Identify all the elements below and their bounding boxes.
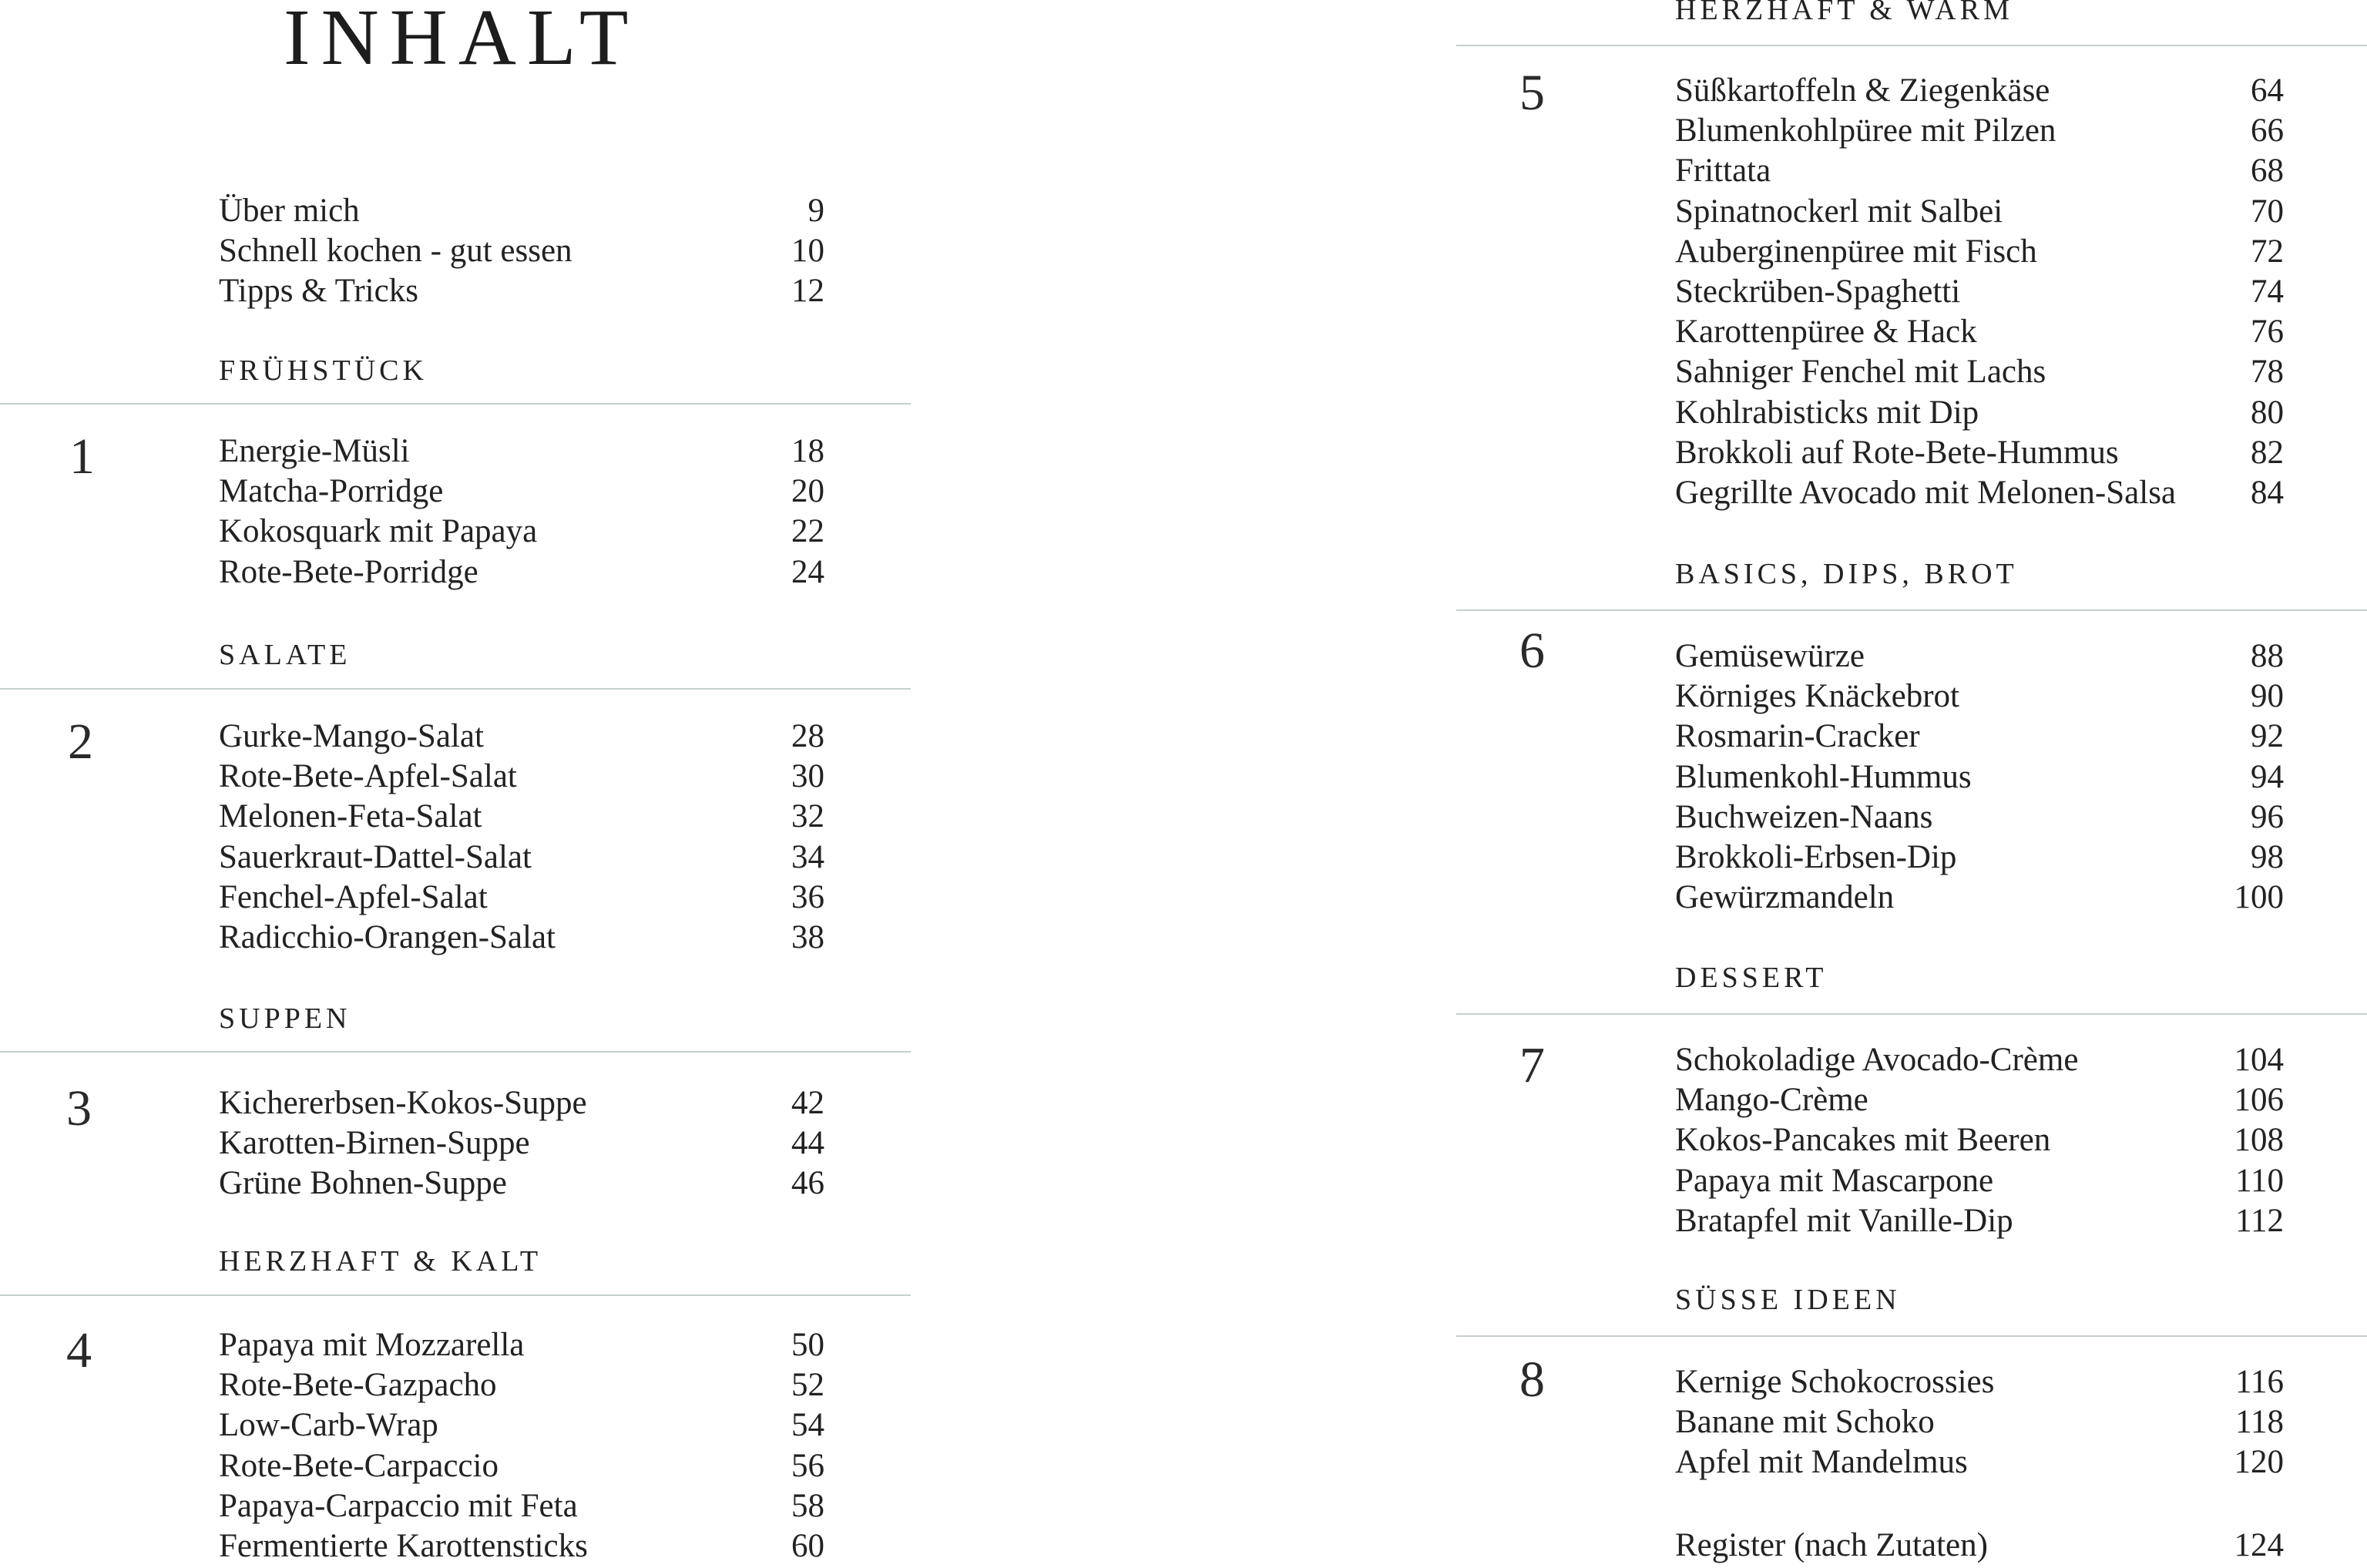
toc-entry[interactable] — [1675, 677, 2284, 717]
toc-entry[interactable] — [1675, 393, 2284, 433]
toc-entry-intro[interactable] — [219, 191, 824, 231]
entry-title: Brokkoli auf Rote-Bete-Hummus — [1675, 434, 2119, 471]
entry-title: Rote-Bete-Porridge — [219, 553, 478, 590]
entry-title: Apfel mit Mandelmus — [1675, 1444, 1968, 1481]
entry-page-number: 88 — [2251, 638, 2284, 674]
entry-title: Körniges Knäckebrot — [1675, 678, 1959, 715]
toc-entry[interactable] — [1675, 1040, 2284, 1080]
entry-page-number: 112 — [2235, 1202, 2284, 1239]
entry-title: Über mich — [219, 193, 360, 229]
toc-entry[interactable] — [219, 1405, 824, 1445]
entry-page-number: 118 — [2235, 1404, 2284, 1441]
toc-entry[interactable] — [1675, 473, 2284, 513]
toc-entry[interactable] — [219, 472, 824, 512]
entry-title: Gurke-Mango-Salat — [219, 718, 484, 754]
entry-page-number: 24 — [791, 553, 824, 590]
entry-page-number: 94 — [2251, 758, 2284, 795]
section-heading: HERZHAFT & KALT — [219, 1245, 542, 1278]
entry-title: Banane mit Schoko — [1675, 1404, 1935, 1441]
chapter-number: 2 — [68, 713, 93, 770]
section-divider — [1456, 45, 2367, 46]
entry-title: Register (nach Zutaten) — [1675, 1527, 1988, 1563]
toc-entry[interactable] — [1675, 1402, 2284, 1442]
entry-page-number: 78 — [2251, 354, 2284, 391]
entry-page-number: 18 — [791, 433, 824, 469]
entry-page-number: 108 — [2234, 1122, 2284, 1159]
toc-entry-register[interactable] — [1675, 1526, 2284, 1566]
entry-title: Kohlrabisticks mit Dip — [1675, 394, 1979, 431]
chapter-number: 4 — [66, 1322, 92, 1378]
entry-title: Buchweizen-Naans — [1675, 798, 1933, 835]
entry-title: Karottenpüree & Hack — [1675, 314, 1977, 351]
toc-entry[interactable] — [1675, 797, 2284, 838]
entry-title: Energie-Müsli — [219, 433, 410, 469]
toc-entry[interactable] — [1675, 71, 2284, 111]
entry-page-number: 32 — [791, 798, 824, 835]
entry-title: Gemüsewürze — [1675, 638, 1865, 674]
entry-title: Melonen-Feta-Salat — [219, 798, 482, 835]
entry-page-number: 42 — [791, 1085, 824, 1121]
entry-title: Papaya-Carpaccio mit Feta — [219, 1487, 578, 1524]
section-divider — [1456, 1335, 2367, 1337]
entry-title: Kichererbsen-Kokos-Suppe — [219, 1085, 587, 1121]
toc-entry[interactable] — [219, 757, 824, 797]
entry-title: Brokkoli-Erbsen-Dip — [1675, 839, 1957, 875]
entry-page-number: 92 — [2251, 718, 2284, 755]
entry-title: Gegrillte Avocado mit Melonen-Salsa — [1675, 475, 2177, 511]
entry-page-number: 56 — [791, 1447, 824, 1484]
toc-entry[interactable] — [219, 1325, 824, 1365]
toc-entry[interactable] — [219, 1123, 824, 1163]
toc-entry[interactable] — [219, 838, 824, 878]
section-heading: SALATE — [219, 639, 351, 671]
entry-page-number: 72 — [2251, 233, 2284, 270]
entry-page-number: 68 — [2251, 153, 2284, 190]
entry-page-number: 20 — [791, 473, 824, 510]
entry-page-number: 30 — [791, 758, 824, 795]
entry-title: Auberginenpüree mit Fisch — [1675, 233, 2037, 270]
entry-page-number: 54 — [791, 1407, 824, 1444]
entry-title: Fermentierte Karottensticks — [219, 1528, 588, 1564]
entry-page-number: 36 — [791, 878, 824, 915]
entry-title: Kernige Schokocrossies — [1675, 1364, 1995, 1400]
entry-page-number: 96 — [2251, 798, 2284, 835]
entry-page-number: 80 — [2251, 394, 2284, 431]
entry-page-number: 116 — [2235, 1364, 2284, 1400]
toc-entry[interactable] — [1675, 1442, 2284, 1482]
toc-entry[interactable] — [219, 1446, 824, 1486]
entry-page-number: 64 — [2251, 72, 2284, 109]
entry-page-number: 50 — [791, 1327, 824, 1363]
section-divider — [0, 688, 911, 690]
toc-entry-intro[interactable] — [219, 231, 824, 271]
section-divider — [1456, 609, 2367, 611]
toc-entry[interactable] — [219, 918, 824, 958]
section-heading: SÜSSE IDEEN — [1675, 1284, 1901, 1316]
section-heading: SUPPEN — [219, 1002, 351, 1035]
entry-page-number: 38 — [791, 919, 824, 955]
toc-entry[interactable] — [1675, 352, 2284, 392]
entry-page-number: 106 — [2234, 1082, 2284, 1119]
toc-entry[interactable] — [219, 1083, 824, 1123]
entry-page-number: 66 — [2251, 112, 2284, 149]
toc-entry[interactable] — [1675, 151, 2284, 191]
entry-title: Kokos-Pancakes mit Beeren — [1675, 1122, 2051, 1159]
entry-title: Sahniger Fenchel mit Lachs — [1675, 354, 2046, 391]
entry-title: Tipps & Tricks — [219, 273, 418, 310]
entry-page-number: 12 — [791, 273, 824, 310]
section-heading: DESSERT — [1675, 962, 1828, 994]
toc-entry[interactable] — [219, 797, 824, 837]
section-heading: BASICS, DIPS, BROT — [1675, 558, 2018, 590]
chapter-number: 5 — [1519, 65, 1545, 121]
toc-entry[interactable] — [1675, 192, 2284, 232]
toc-entry[interactable] — [219, 1163, 824, 1204]
toc-entry[interactable] — [1675, 757, 2284, 797]
entry-title: Blumenkohlpüree mit Pilzen — [1675, 112, 2056, 149]
entry-title: Fenchel-Apfel-Salat — [219, 878, 488, 915]
toc-entry[interactable] — [219, 878, 824, 918]
entry-page-number: 104 — [2234, 1042, 2284, 1078]
section-divider — [1456, 1013, 2367, 1015]
entry-title: Rote-Bete-Apfel-Salat — [219, 758, 517, 795]
toc-entry[interactable] — [1675, 312, 2284, 352]
entry-title: Grüne Bohnen-Suppe — [219, 1165, 507, 1202]
entry-title: Karotten-Birnen-Suppe — [219, 1125, 530, 1162]
entry-page-number: 74 — [2251, 274, 2284, 310]
entry-title: Sauerkraut-Dattel-Salat — [219, 838, 532, 875]
entry-title: Frittata — [1675, 153, 1771, 190]
entry-title: Spinatnockerl mit Salbei — [1675, 193, 2003, 230]
toc-entry[interactable] — [219, 1365, 824, 1405]
toc-entry[interactable] — [219, 512, 824, 552]
section-heading: HERZHAFT & WARM — [1675, 0, 2013, 26]
entry-title: Radicchio-Orangen-Salat — [219, 919, 556, 955]
toc-entry[interactable] — [1675, 433, 2284, 473]
entry-page-number: 110 — [2235, 1162, 2284, 1199]
entry-page-number: 84 — [2251, 475, 2284, 511]
entry-title: Papaya mit Mascarpone — [1675, 1162, 1994, 1199]
toc-entry[interactable] — [1675, 838, 2284, 878]
toc-entry[interactable] — [1675, 1362, 2284, 1402]
entry-page-number: 9 — [807, 193, 824, 229]
toc-entry-intro[interactable] — [219, 271, 824, 311]
entry-page-number: 90 — [2251, 678, 2284, 715]
entry-page-number: 10 — [791, 233, 824, 270]
entry-title: Kokosquark mit Papaya — [219, 513, 538, 550]
entry-title: Mango-Crème — [1675, 1082, 1868, 1119]
entry-page-number: 58 — [791, 1487, 824, 1524]
entry-page-number: 34 — [791, 838, 824, 875]
entry-title: Blumenkohl-Hummus — [1675, 758, 1972, 795]
entry-title: Low-Carb-Wrap — [219, 1407, 438, 1444]
toc-entry[interactable] — [1675, 636, 2284, 677]
entry-page-number: 28 — [791, 718, 824, 754]
chapter-number: 7 — [1519, 1037, 1545, 1093]
toc-entry[interactable] — [1675, 232, 2284, 272]
entry-title: Rote-Bete-Carpaccio — [219, 1447, 499, 1484]
section-divider — [0, 1294, 911, 1296]
entry-title: Schnell kochen - gut essen — [219, 233, 572, 270]
entry-title: Süßkartoffeln & Ziegenkäse — [1675, 72, 2050, 109]
toc-entry[interactable] — [1675, 1161, 2284, 1201]
toc-entry[interactable] — [1675, 1201, 2284, 1241]
entry-title: Rote-Bete-Gazpacho — [219, 1367, 497, 1404]
entry-title: Steckrüben-Spaghetti — [1675, 274, 1961, 310]
entry-page-number: 124 — [2234, 1527, 2284, 1563]
toc-entry[interactable] — [219, 552, 824, 593]
entry-title: Schokoladige Avocado-Crème — [1675, 1042, 2079, 1078]
entry-title: Rosmarin-Cracker — [1675, 718, 1920, 755]
chapter-number: 3 — [66, 1080, 92, 1137]
entry-title: Bratapfel mit Vanille-Dip — [1675, 1202, 2013, 1239]
section-divider — [0, 403, 911, 405]
toc-entry[interactable] — [1675, 111, 2284, 151]
chapter-number: 1 — [69, 428, 95, 485]
toc-entry[interactable] — [219, 717, 824, 757]
entry-page-number: 70 — [2251, 193, 2284, 230]
toc-entry[interactable] — [219, 1486, 824, 1526]
section-heading: FRÜHSTÜCK — [219, 354, 428, 387]
toc-entry[interactable] — [1675, 1120, 2284, 1160]
entry-page-number: 82 — [2251, 434, 2284, 471]
chapter-number: 6 — [1519, 623, 1545, 679]
toc-entry[interactable] — [1675, 272, 2284, 312]
toc-entry[interactable] — [219, 431, 824, 472]
entry-page-number: 60 — [791, 1528, 824, 1564]
toc-entry[interactable] — [219, 1526, 824, 1566]
entry-page-number: 76 — [2251, 314, 2284, 351]
entry-page-number: 120 — [2234, 1444, 2284, 1481]
entry-page-number: 98 — [2251, 839, 2284, 875]
toc-entry[interactable] — [1675, 878, 2284, 918]
entry-page-number: 100 — [2234, 879, 2284, 916]
section-divider — [0, 1051, 911, 1053]
entry-page-number: 44 — [791, 1125, 824, 1162]
entry-title: Gewürzmandeln — [1675, 879, 1895, 916]
toc-entry[interactable] — [1675, 717, 2284, 757]
entry-title: Matcha-Porridge — [219, 473, 444, 510]
page-title: INHALT — [284, 0, 640, 82]
entry-page-number: 22 — [791, 513, 824, 550]
chapter-number: 8 — [1519, 1351, 1545, 1408]
entry-title: Papaya mit Mozzarella — [219, 1327, 525, 1363]
entry-page-number: 46 — [791, 1165, 824, 1202]
toc-entry[interactable] — [1675, 1080, 2284, 1120]
entry-page-number: 52 — [791, 1367, 824, 1404]
